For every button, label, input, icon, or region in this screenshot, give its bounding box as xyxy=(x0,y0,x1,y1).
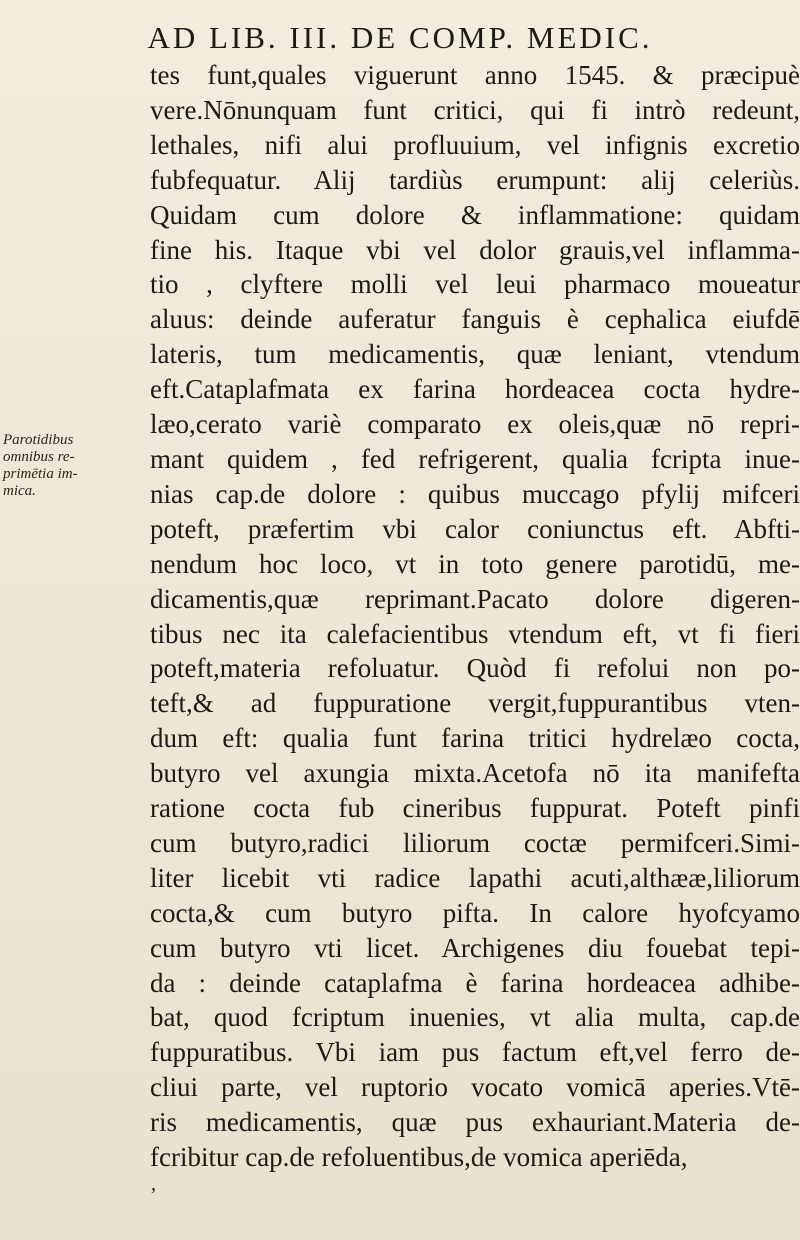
text-line: fuppuratibus. Vbi iam pus factum eft,vel ferro de- xyxy=(150,1037,800,1068)
margin-note xyxy=(3,432,123,500)
stray-mark: , xyxy=(151,1173,156,1195)
text-line: tio , clyftere molli vel leui pharmaco moueatur xyxy=(150,269,800,300)
margin-note-line: primētia im- xyxy=(3,466,78,482)
text-line: fcribitur cap.de refoluentibus,de vomica aperiēda, xyxy=(150,1142,688,1173)
text-line: liter licebit vti radice lapathi acuti,althææ,liliorum xyxy=(150,862,800,893)
text-line: dum eft: qualia funt farina tritici hydrelæo cocta, xyxy=(150,723,800,754)
text-line: teft,& ad fuppuratione vergit,fuppurantibus vten- xyxy=(150,688,800,719)
text-line: poteft, præfertim vbi calor coniunctus eft. Abfti- xyxy=(150,513,800,544)
text-line: dicamentis,quæ reprimant.Pacato dolore digeren- xyxy=(150,583,800,614)
text-line: tes funt,quales viguerunt anno 1545. & præcipuè xyxy=(150,60,800,90)
text-line: nias cap.de dolore : quibus muccago pfylij mifceri xyxy=(150,478,800,509)
text-line: nendum hoc loco, vt in toto genere parotidū, me- xyxy=(150,548,800,579)
running-header: AD LIB. III. DE COMP. MEDIC. xyxy=(147,20,653,55)
text-line: eft.Cataplafmata ex farina hordeacea cocta hydre- xyxy=(150,374,800,405)
text-line: fubfequatur. Alij tardiùs erumpunt: alij celeriùs. xyxy=(150,164,800,195)
text-line: mant quidem , fed refrigerent, qualia fcripta inue- xyxy=(150,443,800,474)
text-line: ris medicamentis, quæ pus exhauriant.Materia de- xyxy=(150,1107,800,1138)
text-line: aluus: deinde auferatur fanguis è cephalica eiufdē xyxy=(150,304,800,335)
text-line: cocta,& cum butyro pifta. In calore hyofcyamo xyxy=(150,897,800,928)
text-line: tibus nec ita calefacientibus vtendum eft, vt fi fieri xyxy=(150,618,800,649)
text-line: cliui parte, vel ruptorio vocato vomicā aperies.Vtē- xyxy=(150,1072,800,1103)
margin-note-line: omnibus re- xyxy=(3,449,75,465)
text-line: fine his. Itaque vbi vel dolor grauis,vel inflamma- xyxy=(150,234,800,265)
text-line: lethales, nifi alui profluuium, vel infignis excretio xyxy=(150,129,800,160)
text-line: Quidam cum dolore & inflammatione: quidam xyxy=(150,199,800,230)
text-line: lateris, tum medicamentis, quæ leniant, vtendum xyxy=(150,339,800,370)
text-line: cum butyro,radici liliorum coctæ permifceri.Simi- xyxy=(150,827,800,858)
text-line: poteft,materia refoluatur. Quòd fi refolui non po- xyxy=(150,653,800,684)
margin-note-line: mica. xyxy=(3,483,36,499)
text-line: vere.Nōnunquam funt critici, qui fi intrò redeunt, xyxy=(150,94,800,125)
text-line: da : deinde cataplafma è farina hordeacea adhibe- xyxy=(150,967,800,998)
body-text xyxy=(150,58,800,1175)
text-line: butyro vel axungia mixta.Acetofa nō ita manifefta xyxy=(150,758,800,789)
text-line: cum butyro vti licet. Archigenes diu fouebat tepi- xyxy=(150,932,800,963)
margin-note-line: Parotidibus xyxy=(3,432,74,448)
text-line: læo,cerato variè comparato ex oleis,quæ nō repri- xyxy=(150,409,800,440)
text-line: ratione cocta fub cineribus fuppurat. Poteft pinfi xyxy=(150,793,800,824)
text-line: bat, quod fcriptum inuenies, vt alia multa, cap.de xyxy=(150,1002,800,1033)
